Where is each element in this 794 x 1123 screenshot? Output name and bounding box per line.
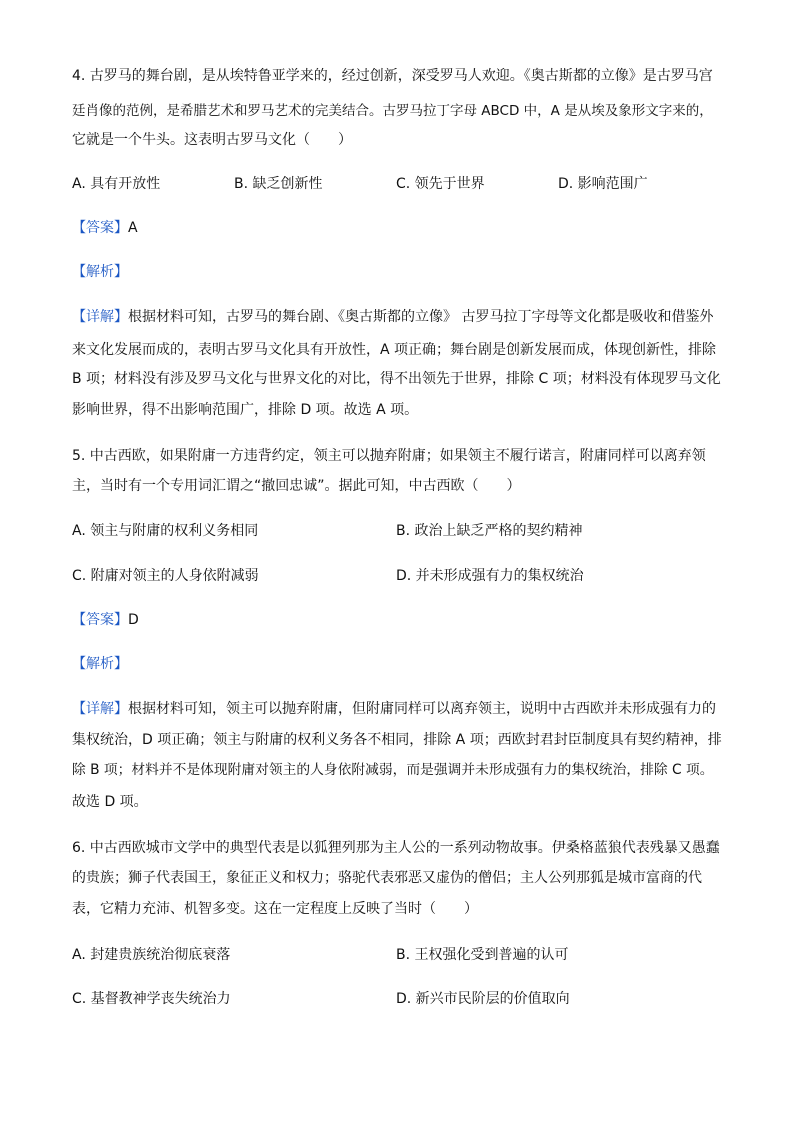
q4-option-b: B. 缺乏创新性 bbox=[234, 176, 323, 192]
q6-stem-line-1: 6. 中古西欧城市文学中的典型代表是以狐狸列那为主人公的一系列动物故事。伊桑格蓝狼代表残暴又愚蠢 bbox=[72, 840, 720, 856]
q6-option-d: D. 新兴市民阶层的价值取向 bbox=[396, 991, 570, 1007]
q5-option-d: D. 并未形成强有力的集权统治 bbox=[396, 568, 584, 584]
q4-answer-value: A bbox=[128, 220, 138, 236]
q4-detail-line-4: 影响世界，得不出影响范围广，排除 D 项。故选 A 项。 bbox=[72, 402, 419, 418]
q4-option-a: A. 具有开放性 bbox=[72, 176, 161, 192]
q4-detail-text-1: 根据材料可知，古罗马的舞台剧、《奥古斯都的立像》 古罗马拉丁字母等文化都是吸收和借鉴外 bbox=[128, 309, 714, 325]
q4-detail-line-2: 来文化发展而成的，表明古罗马文化具有开放性，A 项正确；舞台剧是创新发展而成，体现创新性，排除 bbox=[72, 342, 717, 358]
q4-analysis-row bbox=[72, 262, 722, 282]
q4-option-c: C. 领先于世界 bbox=[396, 176, 485, 192]
q5-detail-line-3: 除 B 项；材料并不是体现附庸对领主的人身依附减弱，而是强调并未形成强有力的集权统治，排除 C 项。 bbox=[72, 762, 714, 778]
q5-analysis-row bbox=[72, 654, 722, 674]
q5-stem-line-2: 主，当时有一个专用词汇谓之“撤回忠诚”。据此可知，中古西欧（ ） bbox=[72, 478, 521, 494]
q4-detail-tag: 【详解】 bbox=[72, 309, 128, 325]
q5-detail-line-1 bbox=[72, 699, 722, 719]
q5-stem-line-1: 5. 中古西欧，如果附庸一方违背约定，领主可以抛弃附庸；如果领主不履行诺言，附庸同样可以离弃领 bbox=[72, 448, 706, 464]
q5-answer-tag: 【答案】 bbox=[72, 612, 128, 628]
q5-detail-text-1: 根据材料可知，领主可以抛弃附庸，但附庸同样可以离弃领主，说明中古西欧并未形成强有力的 bbox=[128, 701, 716, 717]
q6-option-b: B. 王权强化受到普遍的认可 bbox=[396, 947, 569, 963]
q4-stem-line-3: 它就是一个牛头。这表明古罗马文化（ ） bbox=[72, 132, 352, 148]
q6-stem-line-2: 的贵族；狮子代表国王，象征正义和权力；骆驼代表邪恶又虚伪的僧侣；主人公列那狐是城市富商的代 bbox=[72, 870, 702, 886]
q5-answer-row bbox=[72, 610, 722, 630]
q5-detail-tag: 【详解】 bbox=[72, 701, 128, 717]
q4-answer-row bbox=[72, 218, 722, 238]
q4-detail-line-1 bbox=[72, 307, 722, 327]
q4-stem-line-2: 廷肖像的范例，是希腊艺术和罗马艺术的完美结合。古罗马拉丁字母 ABCD 中，A 是从埃及象形文字来的， bbox=[72, 103, 713, 119]
q6-option-a: A. 封建贵族统治彻底衰落 bbox=[72, 947, 231, 963]
q4-detail-line-3: B 项；材料没有涉及罗马文化与世界文化的对比，得不出领先于世界，排除 C 项；材料没有体现罗马文化 bbox=[72, 371, 721, 387]
q5-option-b: B. 政治上缺乏严格的契约精神 bbox=[396, 523, 583, 539]
q5-option-c: C. 附庸对领主的人身依附减弱 bbox=[72, 568, 259, 584]
q6-stem-line-3: 表，它精力充沛、机智多变。这在一定程度上反映了当时（ ） bbox=[72, 901, 478, 917]
q5-answer-value: D bbox=[128, 612, 139, 628]
q5-detail-line-4: 故选 D 项。 bbox=[72, 794, 148, 810]
q5-detail-line-2: 集权统治，D 项正确；领主与附庸的权利义务各不相同，排除 A 项；西欧封君封臣制度具有契约精神，排 bbox=[72, 732, 722, 748]
q4-analysis-tag: 【解析】 bbox=[72, 264, 128, 280]
q5-option-a: A. 领主与附庸的权利义务相同 bbox=[72, 523, 259, 539]
q4-stem-line-1: 4. 古罗马的舞台剧，是从埃特鲁亚学来的，经过创新，深受罗马人欢迎。《奥古斯都的立像》是古罗马宫 bbox=[72, 68, 713, 84]
q5-analysis-tag: 【解析】 bbox=[72, 656, 128, 672]
q4-answer-tag: 【答案】 bbox=[72, 220, 128, 236]
q4-option-d: D. 影响范围广 bbox=[558, 176, 648, 192]
q6-option-c: C. 基督教神学丧失统治力 bbox=[72, 991, 231, 1007]
